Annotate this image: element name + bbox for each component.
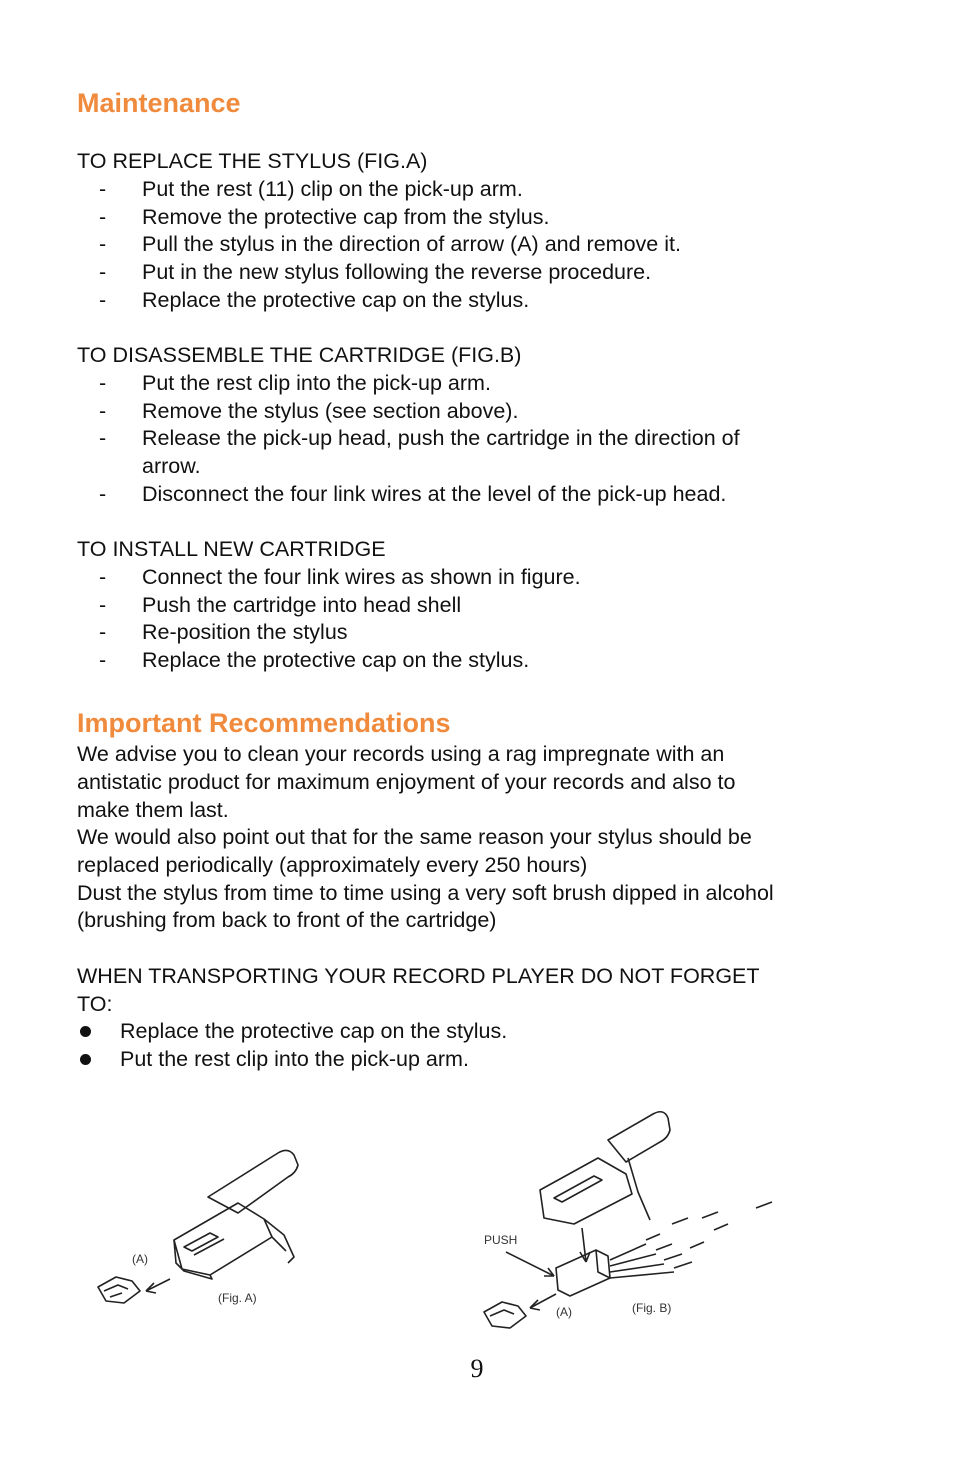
list-item: Remove the protective cap from the stylus. [142,205,550,229]
arrow-a [530,1294,556,1308]
fig-a-arrow-label: (A) [132,1252,148,1266]
list-item: Put the rest (11) clip on the pick-up arm. [142,177,523,201]
list-item: Put the rest clip into the pick-up arm. [120,1047,469,1071]
bullet-icon [80,1026,91,1037]
recommendations-title: Important Recommendations [77,708,451,738]
list-item: Put in the new stylus following the reverse procedure. [142,260,652,284]
list-item: Disconnect the four link wires at the level of the pick-up head. [142,482,727,506]
list-item: Connect the four link wires as shown in figure. [142,565,581,589]
paragraph-line: Dust the stylus from time to time using a very soft brush dipped in alcohol [77,881,774,905]
list-item: Pull the stylus in the direction of arrow (A) and remove it. [142,232,681,256]
install-heading: TO INSTALL NEW CARTRIDGE [77,537,386,561]
paragraph-line: (brushing from back to front of the cartridge) [77,908,497,932]
manual-page: Maintenance TO REPLACE THE STYLUS (FIG.A) - Put the rest (11) clip on the pick-up arm. - Remove the protective cap from the stylus. - Pull the stylus in the direction of arrow (A) and remove it. - Put in the new stylus following the reverse procedure. - Replace the protective cap on the stylus. TO DISASSEMBLE THE CARTRIDGE (FIG.B) - Put the rest clip into the pick-up arm. - Remove the stylus (see section above). - Release the pick-up head, push the cartridge in the direction of arrow. - Disconnect the four link wires at the level of the pick-up head. TO INSTALL NEW CARTRIDGE - Connect the four link wires as shown in figure. - Push the cartridge into head shell - Re-position the stylus - Replace the protective cap on the stylus. Important Recommendations We advise you to clean your records using a rag impregnate with an antistatic product for maximum enjoyment of your records and also to make them last. We would also point out that for the same reason your stylus should be replaced periodically (approximately every 250 hours) Dust the stylus from time to time using a very soft brush dipped in alcohol (brushing from back to front of the cartridge) WHEN TRANSPORTING YOUR RECORD PLAYER DO NOT FORGET TO: Replace the protective cap on the stylus. Put the rest clip into the pick-up arm. (A) (Fig. A) PUSH (A) (Fig. B) 9 [0,0,954,1475]
figure-a [88,1135,348,1335]
cartridge-heading: TO DISASSEMBLE THE CARTRIDGE (FIG.B) [77,343,522,367]
tonearm-drawing [208,1150,298,1213]
list-item: Put the rest clip into the pick-up arm. [142,371,491,395]
transport-heading-continuation: TO: [77,992,113,1016]
stylus-drawing [98,1277,140,1303]
transport-heading: WHEN TRANSPORTING YOUR RECORD PLAYER DO NOT FORGET [77,964,760,988]
headshell-drawing [540,1158,632,1224]
paragraph-line: We advise you to clean your records using a rag impregnate with an [77,742,725,766]
push-arrow [506,1252,554,1276]
list-item: Re-position the stylus [142,620,348,644]
list-item: Replace the protective cap on the stylus. [120,1019,508,1043]
fig-a-caption: (Fig. A) [218,1291,257,1305]
tonearm-drawing [608,1112,670,1162]
paragraph-line: We would also point out that for the same reason your stylus should be [77,825,752,849]
list-item: Push the cartridge into head shell [142,593,462,617]
page-number: 9 [470,1354,484,1383]
paragraph-line: make them last. [77,798,229,822]
paragraph-line: antistatic product for maximum enjoyment of your records and also to [77,770,736,794]
fig-b-caption: (Fig. B) [632,1301,672,1315]
list-item: Remove the stylus (see section above). [142,399,519,423]
arrow-a [146,1279,170,1291]
figure-b [478,1100,788,1335]
maintenance-title: Maintenance [77,88,241,118]
list-item-continuation: arrow. [142,454,201,478]
stylus-heading: TO REPLACE THE STYLUS (FIG.A) [77,149,428,173]
bullet-icon [80,1054,91,1065]
link-wires [610,1244,674,1278]
stylus-drawing [484,1302,526,1328]
list-item: Release the pick-up head, push the cartridge in the direction of [142,426,740,450]
list-item: Replace the protective cap on the stylus. [142,288,530,312]
list-item: Replace the protective cap on the stylus. [142,648,530,672]
fig-b-arrow-label: (A) [556,1305,572,1319]
paragraph-line: replaced periodically (approximately every 250 hours) [77,853,588,877]
fig-b-push-label: PUSH [484,1233,518,1247]
